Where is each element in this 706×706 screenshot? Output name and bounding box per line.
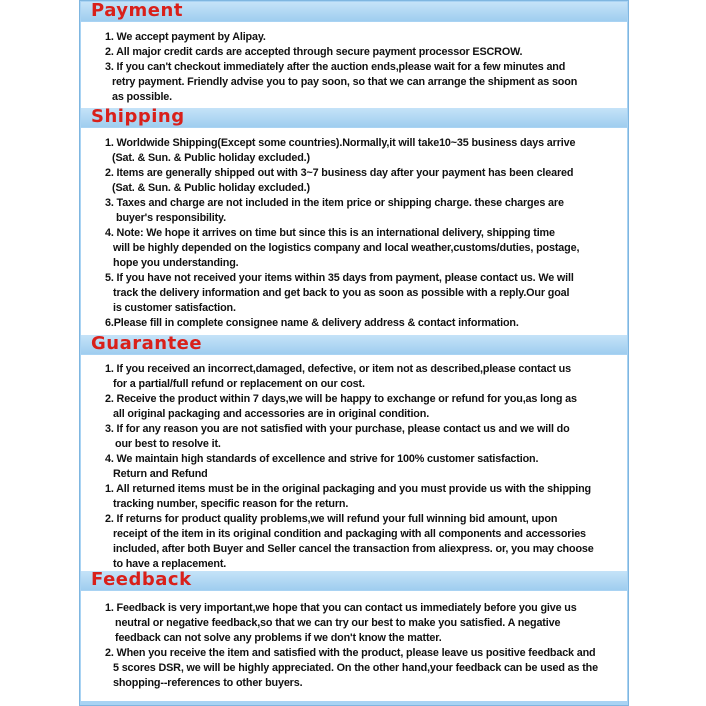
payment-line: 3. If you can't checkout immediately after the auction ends,please wait for a few minutes and bbox=[105, 61, 566, 73]
guarantee-line: 2. Receive the product within 7 days,we will be happy to exchange or refund for you,as long as bbox=[105, 393, 577, 405]
feedback-panel bbox=[81, 591, 627, 701]
feedback-header bbox=[81, 571, 627, 590]
guarantee-line: for a partial/full refund or replacement on our cost. bbox=[113, 378, 365, 390]
guarantee-title: Guarantee bbox=[91, 333, 203, 354]
shipping-line: 4. Note: We hope it arrives on time but since this is an international delivery, shipping time bbox=[105, 227, 555, 239]
guarantee-panel bbox=[81, 355, 627, 571]
shipping-line: 6.Please fill in complete consignee name & delivery address & contact information. bbox=[105, 317, 519, 329]
payment-line: as possible. bbox=[112, 91, 173, 103]
shipping-line: is customer satisfaction. bbox=[113, 302, 236, 314]
guarantee-line: all original packaging and accessories are in original condition. bbox=[113, 408, 430, 420]
guarantee-line: our best to resolve it. bbox=[115, 438, 221, 450]
shipping-line: 2. Items are generally shipped out with 3~7 business day after your payment has been cleared bbox=[105, 167, 574, 179]
guarantee-header bbox=[81, 335, 627, 354]
payment-header bbox=[81, 2, 627, 21]
shipping-line: hope you understanding. bbox=[113, 257, 239, 269]
payment-line: retry payment. Friendly advise you to pay soon, so that we can arrange the shipment as soon bbox=[112, 76, 578, 88]
feedback-line: shopping--references to other buyers. bbox=[113, 677, 303, 689]
guarantee-line: to have a replacement. bbox=[113, 558, 227, 570]
guarantee-line: 1. If you received an incorrect,damaged, defective, or item not as described,please contact us bbox=[105, 363, 571, 375]
guarantee-line: 1. All returned items must be in the original packaging and you must provide us with the shipping bbox=[105, 483, 591, 495]
shipping-line: buyer's responsibility. bbox=[116, 212, 226, 224]
shipping-line: will be highly depended on the logistics company and local weather,customs/duties, postage, bbox=[113, 242, 580, 254]
payment-title: Payment bbox=[91, 0, 183, 21]
guarantee-line: 2. If returns for product quality problems,we will refund your full winning bid amount, upon bbox=[105, 513, 558, 525]
payment-line: 1. We accept payment by Alipay. bbox=[105, 31, 266, 43]
policy-frame bbox=[79, 0, 629, 706]
shipping-line: (Sat. & Sun. & Public holiday excluded.) bbox=[112, 152, 310, 164]
feedback-line: 1. Feedback is very important,we hope that you can contact us immediately before you give us bbox=[105, 602, 577, 614]
guarantee-line: 3. If for any reason you are not satisfied with your purchase, please contact us and we will do bbox=[105, 423, 570, 435]
feedback-line: 5 scores DSR, we will be highly appreciated. On the other hand,your feedback can be used as the bbox=[113, 662, 598, 674]
shipping-title: Shipping bbox=[91, 106, 185, 127]
shipping-line: 5. If you have not received your items within 35 days from payment, please contact us. We will bbox=[105, 272, 574, 284]
feedback-line: feedback can not solve any problems if we don't know the matter. bbox=[115, 632, 442, 644]
shipping-header bbox=[81, 108, 627, 127]
shipping-line: 1. Worldwide Shipping(Except some countries).Normally,it will take10~35 business days arrive bbox=[105, 137, 576, 149]
payment-line: 2. All major credit cards are accepted through secure payment processor ESCROW. bbox=[105, 46, 523, 58]
shipping-line: track the delivery information and get back to you as soon as possible with a reply.Our goal bbox=[113, 287, 570, 299]
feedback-title: Feedback bbox=[91, 569, 192, 590]
payment-panel bbox=[81, 22, 627, 108]
shipping-line: (Sat. & Sun. & Public holiday excluded.) bbox=[112, 182, 310, 194]
shipping-panel bbox=[81, 128, 627, 335]
shipping-line: 3. Taxes and charge are not included in the item price or shipping charge. these charges are bbox=[105, 197, 564, 209]
guarantee-line: receipt of the item in its original condition and packaging with all components and accessories bbox=[113, 528, 586, 540]
guarantee-line: included, after both Buyer and Seller cancel the transaction from aliexpress. or, you may choose bbox=[113, 543, 594, 555]
guarantee-line: Return and Refund bbox=[113, 468, 208, 480]
feedback-line: 2. When you receive the item and satisfied with the product, please leave us positive feedback and bbox=[105, 647, 596, 659]
guarantee-line: 4. We maintain high standards of excellence and strive for 100% customer satisfaction. bbox=[105, 453, 539, 465]
feedback-line: neutral or negative feedback,so that we can try our best to make you satisfied. A negative bbox=[115, 617, 561, 629]
guarantee-line: tracking number, specific reason for the return. bbox=[113, 498, 349, 510]
